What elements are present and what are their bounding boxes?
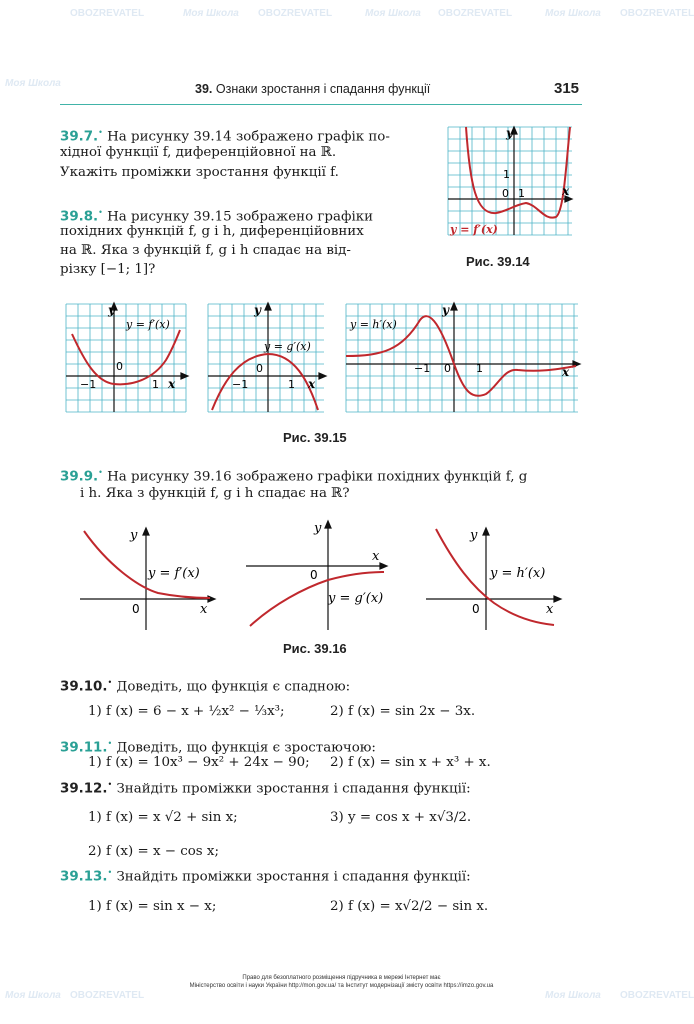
problem-39-7-line-1: 39.7.• На рисунку 39.14 зображено графік по-	[60, 128, 390, 145]
axis-y-label: y	[442, 303, 449, 317]
tick-label: 0	[116, 360, 123, 373]
tick-label: −1	[414, 362, 431, 375]
watermark-text: OBOZREVATEL	[620, 990, 694, 1001]
problem-number: 39.7.	[60, 129, 99, 145]
problem-number: 39.9.	[60, 469, 99, 485]
problem-39-8-line-4: різку [−1; 1]?	[60, 262, 156, 277]
tick-label: 0	[256, 362, 263, 375]
axis-x-label: x	[308, 377, 316, 391]
page-number: 315	[554, 80, 580, 97]
axis-x-label: x	[168, 377, 176, 391]
axis-x-label: x	[546, 602, 554, 617]
problem-39-13: 39.13.• Знайдіть проміжки зростання і спадання функції:	[60, 868, 471, 885]
problem-39-12-item-3: 3) y = cos x + x√3/2.	[330, 810, 472, 825]
problem-number: 39.8.	[60, 209, 99, 225]
watermark-text: OBOZREVATEL	[70, 8, 145, 19]
tick-label: 1	[476, 362, 483, 375]
figure-39-15-h	[342, 300, 582, 418]
problem-number: 39.12.	[60, 781, 108, 797]
curve-label: y = g′(x)	[328, 591, 384, 606]
section-title: Ознаки зростання і спадання функції	[215, 82, 431, 96]
axis-y-label: y	[108, 303, 115, 317]
axis-y-label: y	[314, 521, 322, 536]
problem-number: 39.11.	[60, 740, 108, 756]
watermark-text: Моя Школа	[365, 8, 421, 19]
footer-line-1: Право для безоплатного розміщення підручника в мережі Інтернет має	[242, 975, 441, 981]
footer-line-2: Міністерство освіти і науки України http://mon.gov.ua/ та Інститут модернізації змісту освіти https://imzo.gov.ua	[189, 983, 494, 989]
axis-y-label: y	[506, 126, 513, 140]
watermark-text: OBOZREVATEL	[620, 8, 694, 19]
problem-39-13-item-1: 1) f (x) = sin x − x;	[88, 899, 217, 914]
problem-39-12-item-1: 1) f (x) = x √2 + sin x;	[88, 810, 238, 825]
problem-39-8-line-2: похідних функцій f, g і h, диференційовних	[60, 224, 364, 239]
axis-y-label: y	[470, 528, 478, 543]
tick-label: 1	[152, 378, 159, 391]
axis-x-label: x	[562, 365, 570, 379]
watermark-text: Моя Школа	[545, 8, 601, 19]
problem-39-9-line-1: 39.9.• На рисунку 39.16 зображено графіки похідних функцій f, g	[60, 468, 528, 485]
axis-x-label: x	[372, 549, 380, 564]
problem-39-8-line-3: на ℝ. Яка з функцій f, g і h спадає на від-	[60, 243, 351, 258]
tick-label: −1	[232, 378, 249, 391]
figure-39-16-f	[78, 525, 218, 635]
tick-label: 1	[518, 187, 525, 200]
figure-caption: Рис. 39.15	[283, 430, 347, 445]
problem-text: Знайдіть проміжки зростання і спадання функції:	[116, 781, 471, 797]
header-divider	[60, 104, 582, 105]
problem-39-13-item-2: 2) f (x) = x√2/2 − sin x.	[330, 899, 489, 914]
tick-label: −1	[80, 378, 97, 391]
axis-x-label: x	[562, 184, 570, 198]
section-header	[195, 82, 430, 96]
watermark-text: Моя Школа	[183, 8, 239, 19]
axis-x-label: x	[200, 602, 208, 617]
problem-39-11-item-1: 1) f (x) = 10x³ − 9x² + 24x − 90;	[88, 755, 310, 770]
watermark-text: OBOZREVATEL	[258, 8, 333, 19]
problem-39-7-line-3: Укажіть проміжки зростання функції f.	[60, 165, 339, 180]
problem-39-11: 39.11.• Доведіть, що функція є зростаючою:	[60, 739, 376, 756]
problem-text: На рисунку 39.16 зображено графіки похідних функцій f, g	[107, 469, 528, 485]
problem-39-9-line-2: і h. Яка з функцій f, g і h спадає на ℝ?	[80, 486, 350, 501]
problem-text: Доведіть, що функція є спадною:	[116, 679, 351, 695]
problem-text: На рисунку 39.14 зображено графік по-	[107, 129, 390, 145]
tick-label: 0	[132, 602, 140, 616]
problem-39-10-item-1: 1) f (x) = 6 − x + ½x² − ⅓x³;	[88, 704, 285, 719]
axis-y-label: y	[254, 303, 261, 317]
curve-label: y = h′(x)	[350, 318, 397, 331]
figure-39-15-g	[204, 300, 328, 418]
section-number: 39.	[195, 82, 213, 96]
problem-text: Доведіть, що функція є зростаючою:	[116, 740, 376, 756]
axis-y-label: y	[130, 528, 138, 543]
tick-label: 0	[472, 602, 480, 616]
problem-39-10-item-2: 2) f (x) = sin 2x − 3x.	[330, 704, 476, 719]
watermark-text: OBOZREVATEL	[438, 8, 513, 19]
watermark-text: Моя Школа	[545, 990, 601, 1001]
problem-text: На рисунку 39.15 зображено графіки	[107, 209, 374, 225]
problem-number: 39.13.	[60, 869, 108, 885]
problem-39-12: 39.12.• Знайдіть проміжки зростання і спадання функції:	[60, 780, 471, 797]
curve-label: y = f′(x)	[126, 318, 170, 331]
curve-label: y = f′(x)	[450, 223, 498, 236]
figure-39-15-f	[62, 300, 190, 418]
figure-39-16-h	[424, 525, 564, 635]
tick-label: 0	[502, 187, 509, 200]
problem-39-8-line-1: 39.8.• На рисунку 39.15 зображено графіки	[60, 208, 374, 225]
problem-text: Знайдіть проміжки зростання і спадання функції:	[116, 869, 471, 885]
watermark-text: Моя Школа	[5, 78, 61, 89]
tick-label: 1	[503, 168, 510, 181]
figure-39-14	[446, 125, 576, 245]
curve-label: y = g′(x)	[264, 340, 311, 353]
tick-label: 0	[310, 568, 318, 582]
tick-label: 0	[444, 362, 451, 375]
problem-39-7-line-2: хідної функції f, диференційовної на ℝ.	[60, 145, 337, 160]
watermark-text: Моя Школа	[5, 990, 61, 1001]
problem-39-10: 39.10.• Доведіть, що функція є спадною:	[60, 678, 351, 695]
watermark-text: OBOZREVATEL	[70, 990, 145, 1001]
curve-label: y = f′(x)	[148, 566, 200, 581]
figure-39-16-g	[244, 518, 390, 634]
problem-number: 39.10.	[60, 679, 108, 695]
tick-label: 1	[288, 378, 295, 391]
problem-39-11-item-2: 2) f (x) = sin x + x³ + x.	[330, 755, 491, 770]
figure-caption: Рис. 39.16	[283, 641, 347, 656]
curve-label: y = h′(x)	[490, 566, 546, 581]
problem-39-12-item-2: 2) f (x) = x − cos x;	[88, 844, 219, 859]
figure-caption: Рис. 39.14	[466, 254, 530, 269]
